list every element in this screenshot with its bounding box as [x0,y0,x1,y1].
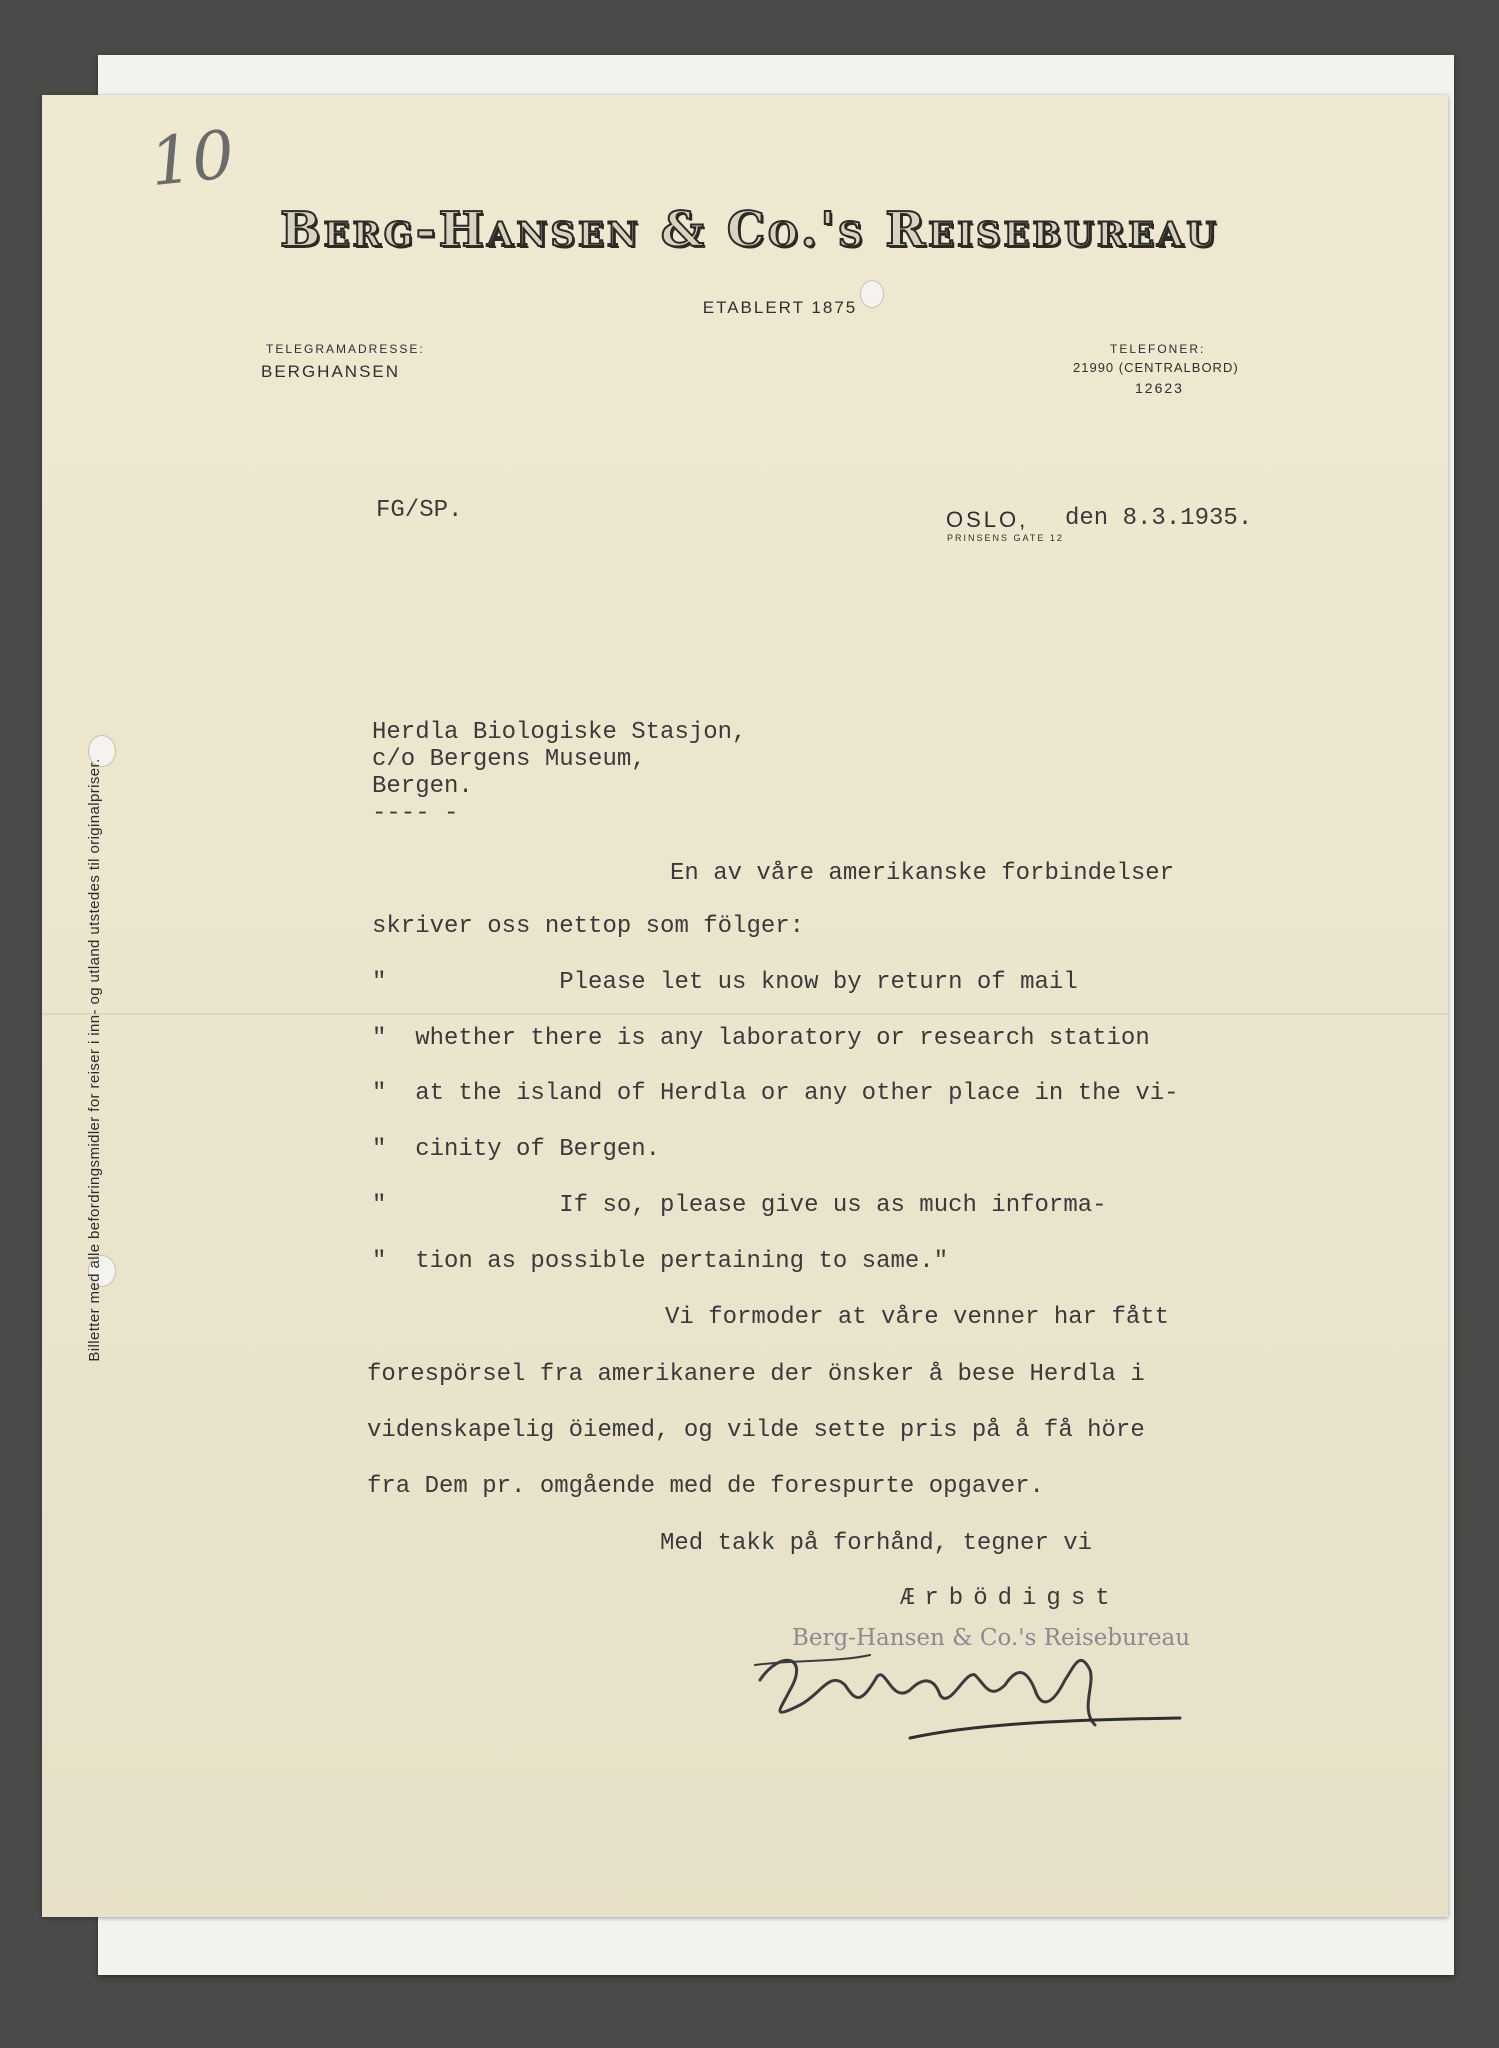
company-stamp: Berg-Hansen & Co.'s Reisebureau [792,1625,1191,1651]
recipient-line-3: Bergen. [372,773,473,800]
phone-label: TELEFONER: [1110,342,1206,356]
body-line-2: skriver oss nettop som fölger: [372,913,805,940]
quote-line-5: " If so, please give us as much informa- [372,1192,1107,1219]
body-line-1: En av våre amerikanske forbindelser [670,860,1175,887]
quote-line-2: " whether there is any laboratory or research station [372,1025,1150,1052]
body-para-line-4: fra Dem pr. omgående med de forespurte opgaver. [367,1473,1044,1500]
phone-main: 21990 (CENTRALBORD) [1073,360,1239,375]
valediction: Ærbödigst [900,1585,1120,1612]
body-para-line-3: videnskapelig öiemed, og vilde sette pris på å få höre [367,1417,1145,1444]
page-number: 10 [146,115,238,202]
closing-line: Med takk på forhånd, tegner vi [660,1530,1093,1557]
quote-line-1: " Please let us know by return of mail [372,969,1078,996]
fold-line [42,1013,1448,1015]
telegram-label: TELEGRAMADRESSE: [266,342,425,356]
side-notice: Billetter med alle befordringsmidler for reiser i inn- og utland utstedes til originalpriser. [86,758,103,1362]
telegram-value: BERGHANSEN [261,362,401,381]
phone-alt: 12623 [1135,380,1184,396]
body-para-line-1: Vi formoder at våre venner har fått [665,1304,1170,1331]
city: OSLO, [946,507,1029,532]
quote-line-4: " cinity of Bergen. [372,1136,661,1163]
street-address: PRINSENS GATE 12 [947,533,1064,543]
date: den 8.3.1935. [1065,505,1253,532]
recipient-line-1: Herdla Biologiske Stasjon, [372,719,747,746]
recipient-underline: ---- - [372,800,459,827]
recipient-line-2: c/o Bergens Museum, [372,746,646,773]
quote-line-3: " at the island of Herdla or any other place in the vi- [372,1080,1179,1107]
letterhead-company-name: Berg-Hansen & Co.'s Reisebureau [279,202,1220,258]
body-para-line-2: forespörsel fra amerikanere der önsker å bese Herdla i [367,1361,1145,1388]
reference: FG/SP. [376,497,463,524]
signature-scrawl [750,1610,1190,1770]
established-line: ETABLERT 1875 [702,298,858,317]
signature [750,1610,1190,1775]
quote-line-6: " tion as possible pertaining to same." [372,1248,949,1275]
